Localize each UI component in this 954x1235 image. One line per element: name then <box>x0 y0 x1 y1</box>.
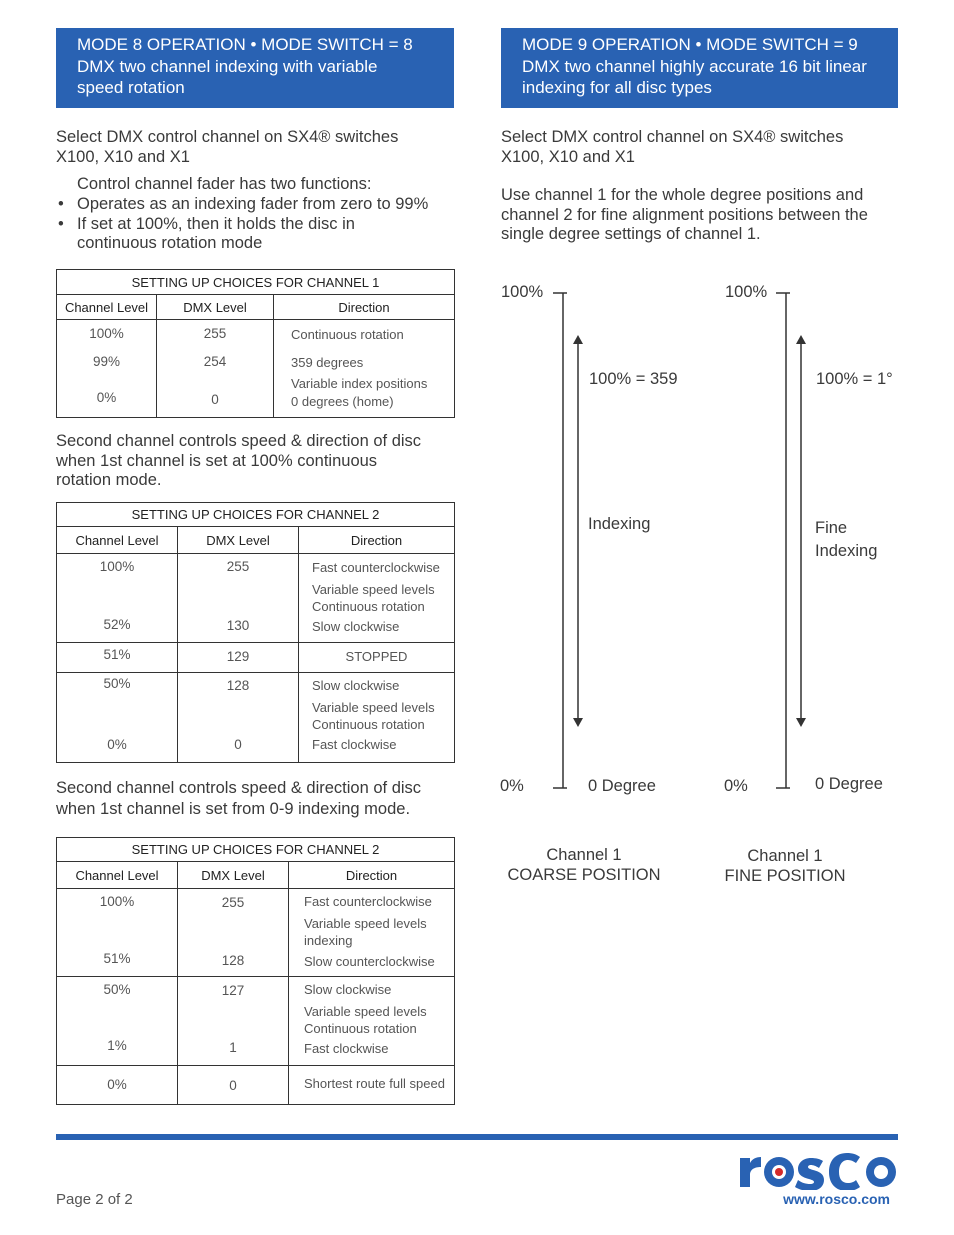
col-header-channel-level: Channel Level <box>57 295 157 320</box>
footer-divider <box>56 1134 898 1140</box>
rosco-logo <box>738 1150 900 1190</box>
table-row: 100% 51% 255 128 Fast counterclockwise Variable speed levels indexing Slow counterclockwise <box>57 889 455 977</box>
arrow-up-icon <box>796 335 806 344</box>
col-header-channel-level: Channel Level <box>57 862 178 889</box>
table-row: 100% 52% 255 130 Fast counterclockwise Variable speed levels Continuous rotation Slow clockwise <box>57 554 455 643</box>
fine-bottom-label: 0% <box>724 777 748 795</box>
table-title: SETTING UP CHOICES FOR CHANNEL 1 <box>57 270 455 295</box>
bullet-dot-icon: • <box>58 195 64 213</box>
mode8-subtitle-line1: DMX two channel indexing with variable <box>77 56 378 76</box>
col-header-channel-level: Channel Level <box>57 527 178 554</box>
arrow-up-icon <box>573 335 583 344</box>
coarse-scale <box>553 293 578 788</box>
coarse-bottom-label: 0% <box>500 777 524 795</box>
arrow-down-icon <box>796 718 806 727</box>
mode8-intro: Select DMX control channel on SX4® switches X100, X10 and X1 <box>56 128 399 166</box>
fine-top-label: 100% <box>725 283 768 301</box>
mode9-subtitle-line1: DMX two channel highly accurate 16 bit linear <box>522 56 867 76</box>
coarse-top-label: 100% <box>501 283 544 301</box>
col-header-dmx-level: DMX Level <box>157 295 274 320</box>
mode9-title: MODE 9 OPERATION • MODE SWITCH = 9 <box>522 35 858 54</box>
coarse-end-label: 0 Degree <box>588 777 656 795</box>
fader-intro: Control channel fader has two functions: <box>77 175 372 193</box>
col-header-direction: Direction <box>274 295 455 320</box>
bullet-dot-icon: • <box>58 214 64 233</box>
channel1-table: SETTING UP CHOICES FOR CHANNEL 1 Channel Level DMX Level Direction 100% 99% 0% 255 254 0 Continuous rotation 359 degrees Variable index positions 0 degrees (home) <box>56 269 455 418</box>
table-row: 51% 129 STOPPED <box>57 643 455 673</box>
mode8-subtitle-line2: speed rotation <box>77 78 185 97</box>
mode9-para2: Use channel 1 for the whole degree positions and channel 2 for fine alignment positions between the single degree settings of channel 1. <box>501 186 868 243</box>
table-title: SETTING UP CHOICES FOR CHANNEL 2 <box>57 838 455 862</box>
mode8-para3: Second channel controls speed & direction of disc when 1st channel is set from 0-9 indexing mode. <box>56 779 422 818</box>
mode8-para2: Second channel controls speed & direction of disc when 1st channel is set at 100% continuous rotation mode. <box>56 432 422 489</box>
status-stopped: STOPPED <box>345 649 408 664</box>
col-header-dmx-level: DMX Level <box>178 527 299 554</box>
mode9-subtitle-line2: indexing for all disc types <box>522 78 712 97</box>
col-header-direction: Direction <box>289 862 455 889</box>
mode8-title: MODE 8 OPERATION • MODE SWITCH = 8 <box>77 35 413 54</box>
coarse-mid-label: Indexing <box>588 515 651 533</box>
fine-range-label: 100% = 1° <box>816 370 893 388</box>
arrow-down-icon <box>573 718 583 727</box>
table-row: 0% 0 Shortest route full speed <box>57 1066 455 1105</box>
table-row: 50% 0% 128 0 Slow clockwise Variable speed levels Continuous rotation Fast clockwise <box>57 673 455 763</box>
coarse-range-label: 100% = 359 <box>589 370 678 388</box>
fine-caption: Channel 1 FINE POSITION <box>724 847 846 885</box>
table-row: 50% 1% 127 1 Slow clockwise Variable speed levels Continuous rotation Fast clockwise <box>57 977 455 1066</box>
fine-end-label: 0 Degree <box>815 775 883 793</box>
fine-scale <box>776 293 801 788</box>
fine-mid-label: Fine Indexing <box>815 519 878 560</box>
mode9-intro: Select DMX control channel on SX4® switches X100, X10 and X1 <box>501 128 844 166</box>
table-title: SETTING UP CHOICES FOR CHANNEL 2 <box>57 503 455 527</box>
page-number: Page 2 of 2 <box>56 1191 133 1208</box>
col-header-direction: Direction <box>299 527 455 554</box>
coarse-caption: Channel 1 COARSE POSITION <box>507 846 661 884</box>
bullet-item: • If set at 100%, then it holds the disc in continuous rotation mode <box>58 214 355 252</box>
website-link[interactable]: www.rosco.com <box>783 1191 890 1207</box>
bullet-item: • Operates as an indexing fader from zero to 99% <box>58 195 429 213</box>
col-header-dmx-level: DMX Level <box>178 862 289 889</box>
